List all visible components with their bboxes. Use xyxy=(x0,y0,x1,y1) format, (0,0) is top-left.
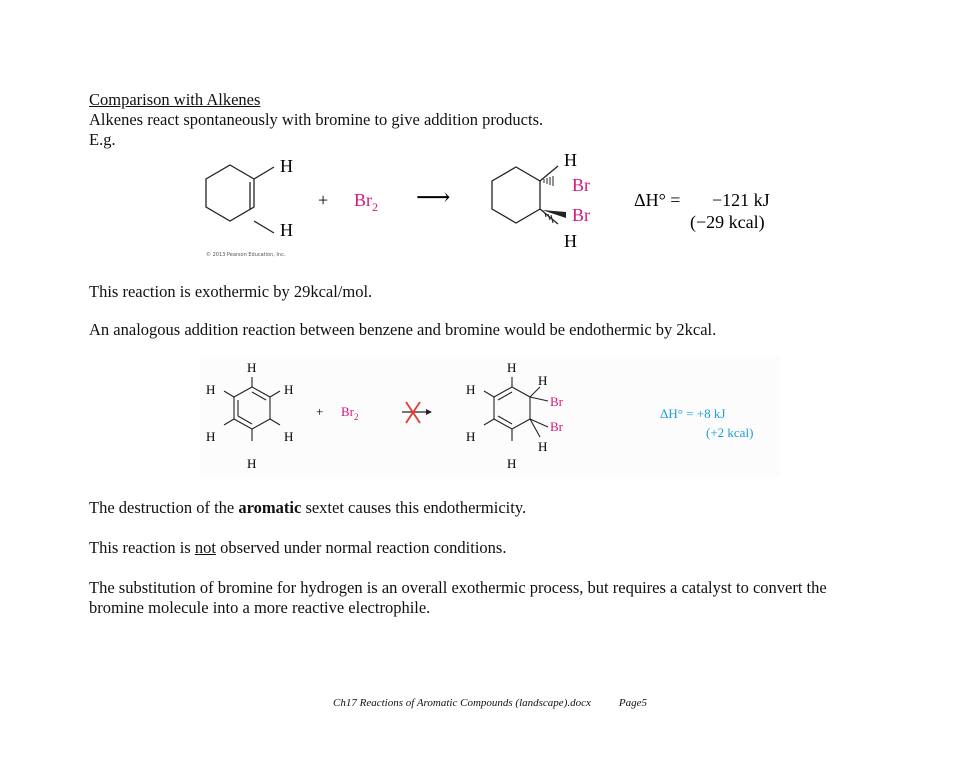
delta-h2-kcal: (+2 kcal) xyxy=(706,425,754,440)
reaction-arrow-1: ⟶ xyxy=(416,185,451,211)
plus-sign-2: + xyxy=(316,404,324,419)
bromine-reagent-1: $Br_2$ xyxy=(354,190,378,214)
delta-h-label: ΔH° = xyxy=(634,190,681,210)
destruction-statement: The destruction of the aromatic sextet causes this endothermicity. xyxy=(89,498,527,517)
cyclohexene-structure xyxy=(206,165,274,233)
benzene-h-5: H xyxy=(206,429,216,444)
product-br-bottom: Br xyxy=(572,205,590,225)
benzene-h-4: H xyxy=(247,456,257,471)
cyclohexene-h-top: H xyxy=(280,156,293,176)
eg-label: E.g. xyxy=(89,130,116,149)
not-observed-statement: This reaction is not observed under normal reaction conditions. xyxy=(89,538,507,557)
benzene-bromination-scheme xyxy=(200,357,780,477)
cyclohexene-h-bottom: H xyxy=(280,220,293,240)
delta-h2-label: ΔH° = +8 kJ xyxy=(660,406,726,421)
bromine-reagent-2: $Br_2$ xyxy=(341,404,359,422)
substitution-statement-line1: The substitution of bromine for hydrogen is an overall exothermic process, but requires a catalyst to convert the xyxy=(89,578,827,597)
product-h-bottom: H xyxy=(564,231,577,251)
product2-h-bottom: H xyxy=(507,456,517,471)
section-heading: Comparison with Alkenes xyxy=(89,90,261,109)
analogous-statement: An analogous addition reaction between benzene and bromine would be endothermic by 2kcal. xyxy=(89,320,717,339)
aromatic-emphasis: aromatic xyxy=(238,498,302,517)
benzene-h-2: H xyxy=(284,382,294,397)
product2-h-lower-right: H xyxy=(538,439,548,454)
hashed-wedge-top xyxy=(544,176,553,186)
product-br-top: Br xyxy=(572,175,590,195)
plus-sign-1: + xyxy=(318,190,329,210)
delta-h-kj: −121 kJ xyxy=(712,190,770,210)
delta-h-kcal: (−29 kcal) xyxy=(690,212,765,232)
copyright-notice: © 2013 Pearson Education, Inc. xyxy=(206,252,286,258)
footer-document-name: Ch17 Reactions of Aromatic Compounds (landscape).docx xyxy=(333,697,591,709)
product2-h-top: H xyxy=(507,360,517,375)
benzene-h-3: H xyxy=(284,429,294,444)
cyclohexene-bromination-scheme xyxy=(180,148,820,263)
page-footer xyxy=(0,697,980,709)
footer-page-number: Page5 xyxy=(618,697,647,709)
product2-h-upper-left: H xyxy=(466,382,476,397)
not-emphasis: not xyxy=(194,538,216,557)
product2-br-upper: Br xyxy=(550,394,563,409)
intro-text: Alkenes react spontaneously with bromine to give addition products. xyxy=(89,110,544,129)
exothermic-statement: This reaction is exothermic by 29kcal/mol. xyxy=(89,282,373,301)
benzene-h-1: H xyxy=(247,360,257,375)
product2-h-upper-right: H xyxy=(538,373,548,388)
product-h-top: H xyxy=(564,150,577,170)
product2-h-lower-left: H xyxy=(466,429,476,444)
benzene-h-6: H xyxy=(206,382,216,397)
substitution-statement-line2: bromine molecule into a more reactive electrophile. xyxy=(89,598,431,617)
product2-br-lower: Br xyxy=(550,419,563,434)
